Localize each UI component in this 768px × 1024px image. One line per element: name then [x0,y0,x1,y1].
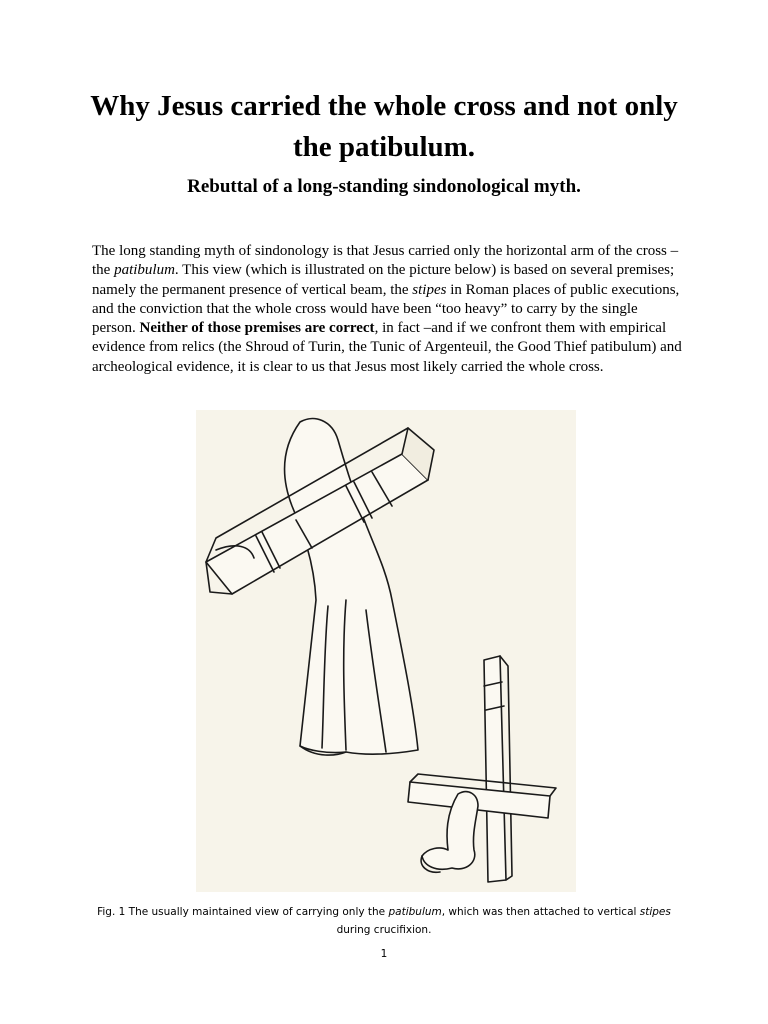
figure-caption [80,903,688,939]
figure-illustration [196,410,576,892]
caption-text: during crucifixion. [336,924,432,936]
paragraph-text: . This view (which is illustrated on the picture below) is based on several premises; namely the permanent presence of vertical beam, the [92,262,675,298]
caption-text: Fig. 1 The usually maintained view of carrying only the [97,906,389,918]
paragraph-text: The long standing myth of sindonology is that Jesus carried only the horizontal arm of the cross –the [92,243,679,279]
paragraph-italic-patibulum: patibulum [114,262,175,279]
paragraph-italic-stipes: stipes [412,281,447,298]
stipes-beam [484,656,506,882]
document-subtitle: Rebuttal of a long-standing sindonological myth. [187,176,581,197]
caption-italic-patibulum: patibulum [388,906,442,918]
cross-carrying-drawing [196,410,576,892]
small-patibulum [408,782,550,818]
caption-text: , which was then attached to vertical [441,906,640,918]
page-number: 1 [380,948,388,960]
paragraph-text: , in fact –and if we confront them with empirical evidence from relics (the Shroud of Turin, the Tunic of Argenteuil, the Good Thief patibulum) and archeological evidence, it is clear to us that Jesus most likely carried the whole cross. [92,320,682,375]
body-paragraph [92,242,682,377]
document-title: Why Jesus carried the whole cross and not only the patibulum. [90,90,678,163]
paragraph-bold-statement: Neither of those premises are correct [139,320,375,337]
caption-italic-stipes: stipes [639,906,671,918]
paragraph-text: in Roman places of public executions, and the conviction that the whole cross would have been “too heavy” to carry by the single person. [92,281,680,337]
